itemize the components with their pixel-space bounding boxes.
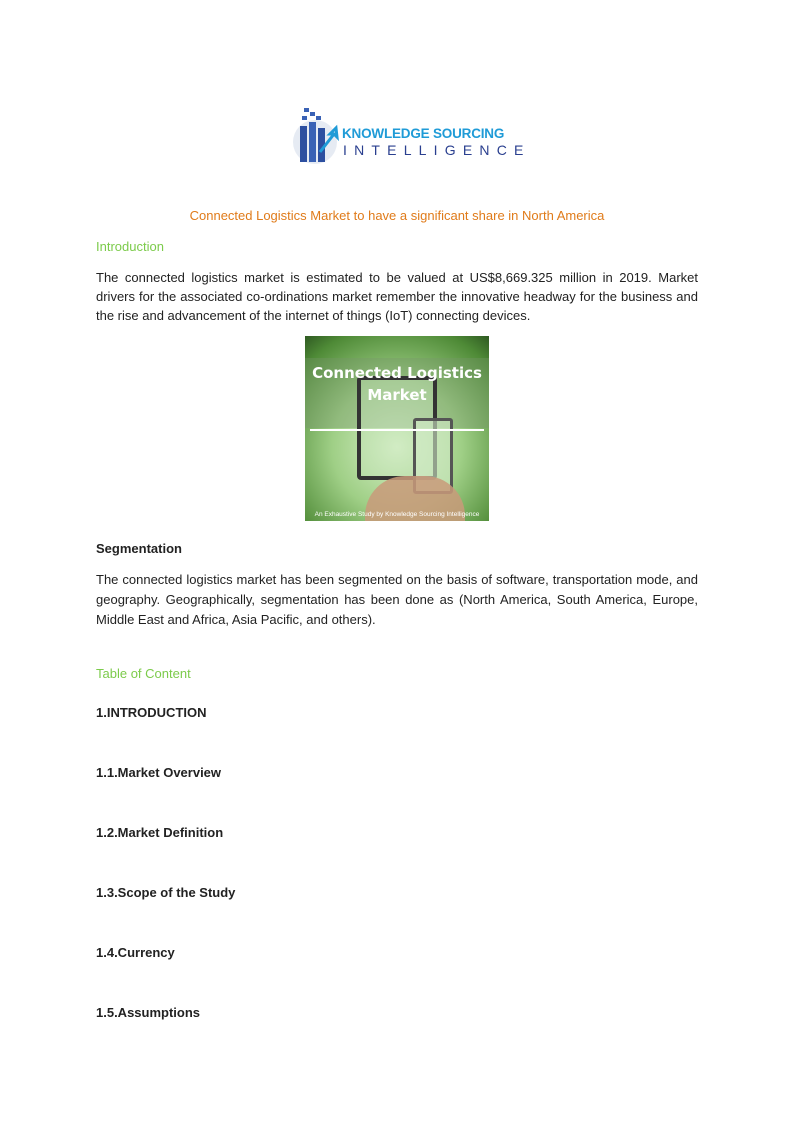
segmentation-heading: Segmentation — [96, 541, 182, 556]
cover-image — [305, 336, 489, 521]
toc-item: 1.INTRODUCTION — [96, 705, 207, 720]
document-title: Connected Logistics Market to have a significant share in North America — [189, 208, 605, 223]
toc-item: 1.2.Market Definition — [96, 825, 224, 840]
cover-title — [305, 362, 489, 406]
toc-item: 1.5.Assumptions — [96, 1005, 201, 1020]
cover-title-line2: Market — [367, 386, 427, 404]
logo-globe-icon — [290, 104, 340, 166]
introduction-paragraph: The connected logistics market is estimated to be valued at US$8,669.325 million in 2019. Market drivers for the associated co-ordinations market remember the innovative headway for the business and the rise and advancement of the internet of things (IoT) connecting devices. — [96, 270, 698, 323]
segmentation-paragraph: The connected logistics market has been segmented on the basis of software, transportation mode, and geography. Geographically, segmentation has been done as (North America, South America, Europe, Middle East and Africa, Asia Pacific, and others). — [96, 572, 698, 627]
company-logo — [290, 104, 531, 166]
toc-heading: Table of Content — [96, 666, 191, 681]
toc-item: 1.1.Market Overview — [96, 765, 222, 780]
cover-subtitle: An Exhaustive Study by Knowledge Sourcing Intelligence — [314, 511, 480, 518]
introduction-heading: Introduction — [96, 239, 164, 254]
logo-text-line1: KNOWLEDGE SOURCING — [342, 126, 505, 141]
logo-text-line2: INTELLIGENCE — [343, 142, 531, 158]
cover-title-line1: Connected Logistics — [312, 364, 482, 382]
toc-item: 1.3.Scope of the Study — [96, 885, 236, 900]
cover-divider — [310, 429, 484, 431]
toc-item: 1.4.Currency — [96, 945, 175, 960]
